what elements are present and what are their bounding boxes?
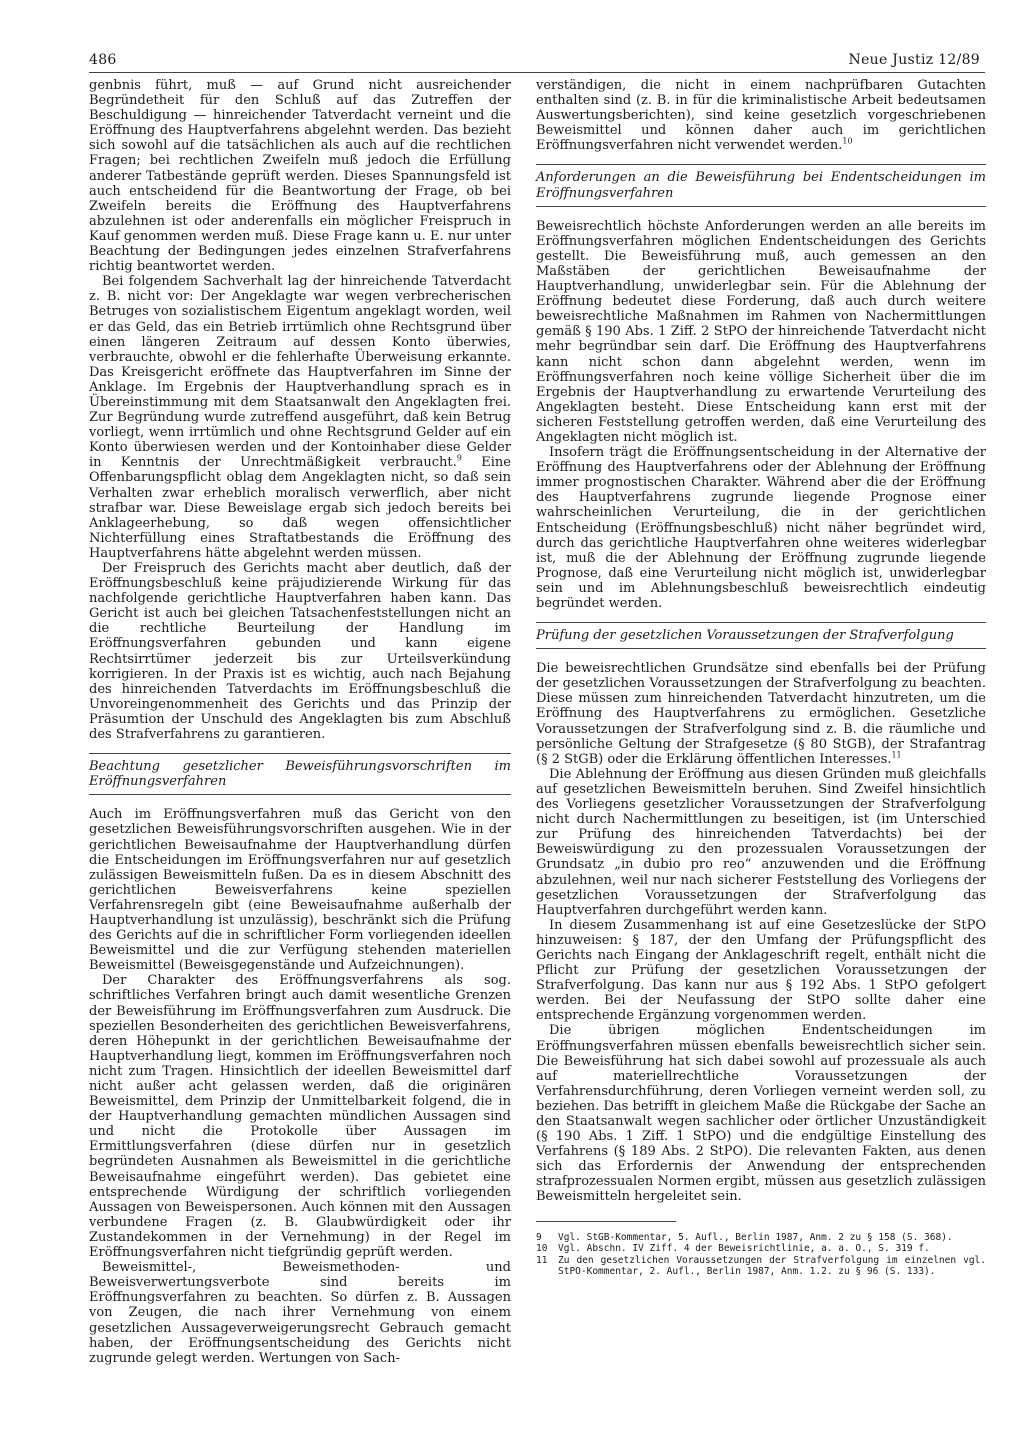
footnote-number: 11 bbox=[536, 1254, 548, 1266]
paragraph: Beweismittel-, Beweismethoden- und Beweisverwertungsverbote sind bereits im Eröffnungsverfahren zu beachten. So dürfen z. B. Aussagen von Zeugen, die nach ihrer Vernehmung von einem gesetzlichen Aussageverweigerungsrecht Gebrauch gemacht haben, der Eröffnungsentscheidung des Gerichts nicht zugrunde gelegt werden. Wertungen von Sach- bbox=[89, 1260, 511, 1366]
footnote-text: Zu den gesetzlichen Voraussetzungen der Strafverfolgung im einzelnen vgl. StPO-Kommentar, 2. Aufl., Berlin 1987, Anm. 1.2. zu § 96 (S. 133). bbox=[558, 1254, 986, 1278]
paragraph bbox=[536, 661, 986, 767]
footnote-number: 9 bbox=[536, 1231, 542, 1243]
footnote bbox=[536, 1232, 986, 1244]
footnote-rule bbox=[536, 1221, 676, 1222]
footnote bbox=[536, 1243, 986, 1255]
right-column bbox=[536, 78, 986, 1278]
footnote-ref-11: 11 bbox=[891, 750, 902, 760]
section-heading: Anforderungen an die Beweisführung bei Endentscheidungen im Eröffnungsverfahren bbox=[536, 164, 986, 206]
paragraph-text: Die beweisrechtlichen Grundsätze sind ebenfalls bei der Prüfung der gesetzlichen Voraussetzungen der Strafverfolgung zu beachten. Diese müssen zum hinreichenden Tatverdacht hinzutreten, um die Eröffnung des Hauptverfahrens zu ermöglichen. Gesetzliche Voraussetzungen der Strafverfolgung sind z. B. die räumliche und persönliche Geltung der Strafgesetze (§ 80 StGB), der Strafantrag (§ 2 StGB) oder die Erklärung öffentlichen Interesses. bbox=[536, 661, 986, 767]
section-heading: Prüfung der gesetzlichen Voraussetzungen der Strafverfolgung bbox=[536, 622, 986, 649]
paragraph-text: verständigen, die nicht in einem nachprüfbaren Gutachten enthalten sind (z. B. in für die kriminalistische Arbeit bedeutsamen Auswertungsberichten), sind keine gesetzlich vorgeschriebenen Beweismittel und können daher auch im gerichtlichen Eröffnungsverfahren nicht verwendet werden. bbox=[536, 78, 986, 154]
paragraph bbox=[89, 274, 511, 561]
footnote-ref-9: 9 bbox=[456, 454, 462, 464]
paragraph: Insofern trägt die Eröffnungsentscheidung in der Alternative der Eröffnung des Hauptverfahrens oder der Ablehnung der Eröffnung immer prognostischen Charakter. Während aber die der Eröffnung des Hauptverfahrens zugrunde liegende Prognose einer wahrscheinlichen Verurteilung, die in der gerichtlichen Entscheidung (Eröffnungsbeschluß) nicht näher begründet wird, durch das gerichtliche Hauptverfahren ohne weiteres widerlegbar ist, muß die der Ablehnung der Eröffnung zugrunde liegende Prognose, daß eine Verurteilung nicht möglich ist, unwiderlegbar sein und im Ablehnungsbeschluß beweisrechtlich eindeutig begründet werden. bbox=[536, 445, 986, 611]
left-column bbox=[89, 78, 511, 1366]
paragraph-text: Bei folgendem Sachverhalt lag der hinreichende Tatverdacht z. B. nicht vor: Der Angeklagte war wegen verbrecherischen Betruges von sozialistischem Eigentum angeklagt worden, weil er das Geld, das ein Betrieb irrtümlich ohne Rechtsgrund über einen längeren Zeitraum auf dessen Konto überwies, verbrauchte, obwohl er die fehlerhafte Überweisung erkannte. Das Kreisgericht eröffnete das Hauptverfahren im Sinne der Anklage. Im Ergebnis der Hauptverhandlung sprach es in Übereinstimmung mit dem Staatsanwalt den Angeklagten frei. Zur Begründung wurde zutreffend ausgeführt, daß kein Betrug vorliegt, wenn irrtümlich und ohne Rechtsgrund Gelder auf ein Konto überwiesen werden und der Kontoinhaber diese Gelder in Kenntnis der Unrechtmäßigkeit verbraucht. bbox=[89, 274, 511, 471]
paragraph: Die Ablehnung der Eröffnung aus diesen Gründen muß gleichfalls auf gesetzlichen Beweismitteln beruhen. Sind Zweifel hinsichtlich des Vorliegens gesetzlicher Voraussetzungen der Strafverfolgung nicht durch Nachermittlungen zu beseitigen, ist (im Unterschied zur Prüfung des hinreichenden Tatverdachts) bei der Beweiswürdigung zu den prozessualen Voraussetzungen der Grundsatz „in dubio pro reo“ anzuwenden und die Eröffnung abzulehnen, weil nur nach sicherer Feststellung des Vorliegens der gesetzlichen Voraussetzungen der Strafverfolgung das Hauptverfahren durchgeführt werden kann. bbox=[536, 766, 986, 918]
footnotes bbox=[536, 1232, 986, 1278]
paragraph-text: Eine Offenbarungspflicht oblag dem Angeklagten nicht, so daß sein Verhalten zwar erheblich moralisch verwerflich, aber nicht strafbar war. Diese Beweislage ergab sich jedoch bereits bei Anklageerhebung, so daß wegen offensichtlicher Nichterfüllung eines Straftatbestands die Eröffnung des Hauptverfahrens hätte abgelehnt werden müssen. bbox=[89, 455, 511, 561]
section-heading: Beachtung gesetzlicher Beweisführungsvorschriften im Eröffnungsverfahren bbox=[89, 753, 511, 795]
footnote-number: 10 bbox=[536, 1243, 548, 1255]
header-rule bbox=[89, 72, 985, 73]
footnote-text: Vgl. StGB-Kommentar, 5. Aufl., Berlin 1987, Anm. 2 zu § 158 (S. 368). bbox=[558, 1231, 953, 1243]
footnote-text: Vgl. Abschn. IV Ziff. 4 der Beweisrichtlinie, a. a. O., S. 319 f. bbox=[558, 1243, 930, 1255]
page-number: 486 bbox=[89, 52, 117, 68]
paragraph: Auch im Eröffnungsverfahren muß das Gericht von den gesetzlichen Beweisführungsvorschriften ausgehen. Wie in der gerichtlichen Beweisaufnahme der Hauptverhandlung dürfen die Entscheidungen im Eröffnungsverfahren nur auf gesetzlich zulässigen Beweismitteln fußen. Da es in diesem Abschnitt des gerichtlichen Beweisverfahrens keine speziellen Verfahrensregeln gibt (eine Beweisaufnahme außerhalb der Hauptverhandlung ist unzulässig), beschränkt sich die Prüfung des Gerichts auf die in schriftlicher Form vorliegenden ideellen Beweismittel und die zur Verfügung stehenden materiellen Beweismittel (Beweisgegenstände und Aufzeichnungen). bbox=[89, 807, 511, 974]
paragraph: In diesem Zusammenhang ist auf eine Gesetzeslücke der StPO hinzuweisen: § 187, der den Umfang der Prüfungspflicht des Gerichts nach Eingang der Anklageschrift regelt, enthält nicht die Pflicht zur Prüfung der gesetzlichen Voraussetzungen der Strafverfolgung. Das kann nur aus § 192 Abs. 1 StPO gefolgert werden. Bei der Neufassung der StPO sollte daher eine entsprechende Ergänzung vorgenommen werden. bbox=[536, 917, 986, 1024]
footnote-ref-10: 10 bbox=[842, 137, 853, 147]
paragraph: genbnis führt, muß — auf Grund nicht ausreichender Begründetheit für den Schluß auf das Zutreffen der Beschuldigung — hinreichender Tatverdacht verneint und die Eröffnung des Hauptverfahrens abgelehnt werden. Das bezieht sich sowohl auf die tatsächlichen als auch auf die rechtlichen Fragen; bei rechtlichen Zweifeln muß jedoch die Erfüllung anderer Tatbestände geprüft werden. Dieses Spannungsfeld ist auch entscheidend für die Beantwortung der Frage, ob bei Zweifeln bereits die Eröffnung des Hauptverfahrens abzulehnen ist oder anderenfalls ein möglicher Freispruch in Kauf genommen werden muß. Diese Frage kann u. E. nur unter Beachtung der Bedingungen jedes einzelnen Strafverfahrens richtig beantwortet werden. bbox=[89, 78, 511, 275]
journal-title: Neue Justiz 12/89 bbox=[848, 52, 980, 68]
paragraph: Beweisrechtlich höchste Anforderungen werden an alle bereits im Eröffnungsverfahren möglichen Endentscheidungen des Gerichts gestellt. Die Beweisführung muß, auch gemessen an den Maßstäben der gerichtlichen Beweisaufnahme der Hauptverhandlung, unwiderlegbar sein. Für die Ablehnung der Eröffnung bedeutet diese Forderung, daß auch durch weitere beweisrechtliche Maßnahmen im Rahmen von Nachermittlungen gemäß § 190 Abs. 1 Ziff. 2 StPO der hinreichende Tatverdacht nicht mehr begründbar sein darf. Die Eröffnung des Hauptverfahrens kann nicht schon dann abgelehnt werden, wenn im Eröffnungsverfahren noch keine völlige Sicherheit über die im Ergebnis der Hauptverhandlung zu erwartende Verurteilung des Angeklagten besteht. Diese Entscheidung kann erst mit der sicheren Feststellung getroffen werden, daß eine Verurteilung des Angeklagten nicht möglich ist. bbox=[536, 218, 986, 445]
paragraph: Der Charakter des Eröffnungsverfahrens als sog. schriftliches Verfahren bringt auch damit wesentliche Grenzen der Beweisführung im Eröffnungsverfahren zum Ausdruck. Die speziellen Besonderheiten des gerichtlichen Beweisverfahrens, deren Höhepunkt in der gerichtlichen Beweisaufnahme der Hauptverhandlung liegt, kommen im Eröffnungsverfahren noch nicht zum Tragen. Hinsichtlich der ideellen Beweismittel darf nicht außer acht gelassen werden, daß die originären Beweismittel, dem Prinzip der Unmittelbarkeit folgend, die in der Hauptverhandlung gemachten mündlichen Aussagen sind und nicht die Protokolle über Aussagen im Ermittlungsverfahren (diese dürfen nur in gesetzlich begründeten Ausnahmen als Beweismittel in die gerichtliche Beweisaufnahme eingeführt werden). Das gebietet eine entsprechende Würdigung der schriftlich vorliegenden Aussagen von Beweispersonen. Auch können mit den Aussagen verbundene Fragen (z. B. Glaubwürdigkeit oder ihr Zustandekommen in der Vernehmung) in der Regel im Eröffnungsverfahren nicht tiefgründig geprüft werden. bbox=[89, 973, 511, 1261]
footnote bbox=[536, 1255, 986, 1278]
paragraph: Der Freispruch des Gerichts macht aber deutlich, daß der Eröffnungsbeschluß keine präjudizierende Wirkung für das nachfolgende gerichtliche Hauptverfahren haben kann. Das Gericht ist auch bei gleichen Tatsachenfeststellungen nicht an die rechtliche Beurteilung der Handlung im Eröffnungsverfahren gebunden und kann eigene Rechtsirrtümer jederzeit bis zur Urteilsverkündung korrigieren. In der Praxis ist es wichtig, auch nach Bejahung des hinreichenden Tatverdachts im Eröffnungsbeschluß die Unvoreingenommenheit des Gerichts und das Prinzip der Präsumtion der Unschuld des Angeklagten bis zum Abschluß des Strafverfahrens zu garantieren. bbox=[89, 561, 511, 743]
paragraph: Die übrigen möglichen Endentscheidungen im Eröffnungsverfahren müssen ebenfalls beweisrechtlich sicher sein. Die Beweisführung hat sich dabei sowohl auf prozessuale als auch auf materiellrechtliche Voraussetzungen der Verfahrensdurchführung, deren Vorliegen verneint werden soll, zu beziehen. Das betrifft in gleichem Maße die Rückgabe der Sache an den Staatsanwalt wegen sachlicher oder örtlicher Unzuständigkeit (§ 190 Abs. 1 Ziff. 1 StPO) und die endgültige Einstellung des Verfahrens (§ 189 Abs. 2 StPO). Die relevanten Fakten, aus denen sich das Erfordernis der Anwendung der entsprechenden strafprozessualen Normen ergibt, müssen aus gesetzlich zulässigen Beweismitteln hergeleitet sein. bbox=[536, 1023, 986, 1205]
paragraph bbox=[536, 78, 986, 153]
